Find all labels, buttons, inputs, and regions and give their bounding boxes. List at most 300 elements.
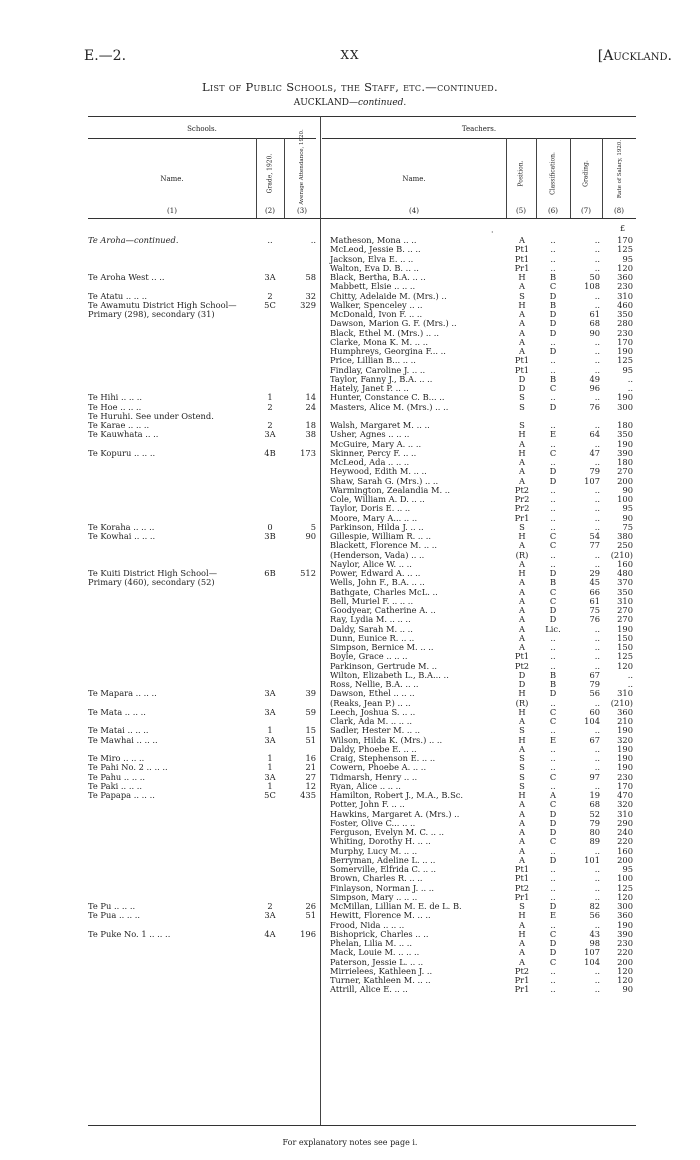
teacher-name-cell: Boyle, Grace .. .. .. <box>330 651 408 662</box>
salary-cell: 350 <box>617 309 633 319</box>
grading-cell: .. <box>594 484 600 495</box>
salary-cell: 320 <box>617 799 633 810</box>
salary-cell: .. <box>627 669 633 680</box>
classification-cell: C <box>549 836 557 847</box>
classification-cell: D <box>549 614 557 625</box>
classification-cell: .. <box>550 364 556 375</box>
salary-cell: 230 <box>617 327 633 338</box>
teacher-name-cell: Dawson, Ethel .. .. .. <box>330 688 415 699</box>
currency-symbol: £ <box>620 224 626 233</box>
position-cell: A <box>519 808 525 819</box>
salary-cell: 150 <box>617 642 633 652</box>
salary-cell: .. <box>627 373 633 384</box>
school-name-cell: Te Hihi .. .. .. <box>88 392 143 403</box>
school-name-cell: Te Awamutu District High School— <box>88 299 237 310</box>
classification-cell: .. <box>550 262 556 273</box>
salary-cell: 160 <box>617 845 633 856</box>
group-rule-schools <box>88 138 316 139</box>
salary-cell: 300 <box>617 401 633 412</box>
grade-cell: 3A <box>264 688 276 699</box>
col-divider-attendance <box>284 138 285 218</box>
salary-cell: 190 <box>617 346 633 356</box>
classification-cell: D <box>549 605 557 615</box>
grading-cell: 61 <box>589 309 600 319</box>
position-cell: S <box>519 780 525 791</box>
teacher-name-cell: Taylor, Fanny J., B.A. .. .. <box>330 373 433 384</box>
grading-header: Grading. <box>582 160 590 187</box>
teacher-name-cell: Ray, Lydia M. .. .. .. <box>330 614 411 625</box>
attendance-cell: 58 <box>305 272 316 282</box>
grade-cell: 4A <box>264 928 276 939</box>
position-cell: S <box>519 401 525 412</box>
teacher-name-cell: Humphreys, Georgina F... .. <box>330 346 446 356</box>
attendance-cell: 38 <box>305 429 316 440</box>
classification-cell: .. <box>550 753 556 763</box>
grading-cell: 60 <box>589 706 600 717</box>
classification-cell: .. <box>550 512 556 523</box>
teacher-name-cell: Somerville, Elfrida C. .. .. <box>330 864 437 874</box>
teacher-name-cell: Chitty, Adelaide M. (Mrs.) .. <box>330 290 447 301</box>
classification-cell: C <box>549 540 557 551</box>
grading-cell: 108 <box>584 281 600 292</box>
salary-cell: (210) <box>610 697 633 708</box>
attendance-cell: 512 <box>300 568 316 578</box>
position-cell: H <box>518 734 526 745</box>
classification-cell: .. <box>550 244 556 255</box>
grading-cell: .. <box>594 762 600 773</box>
salary-cell: 95 <box>622 364 633 375</box>
grade-cell: 0 <box>267 521 273 532</box>
teacher-name-cell: Ross, Nellie, B.A. .. .. <box>330 679 419 689</box>
grading-cell: .. <box>594 891 600 902</box>
classification-cell: D <box>549 938 557 948</box>
salary-cell: 310 <box>617 595 633 606</box>
teacher-name-cell: Foster, Olive C... .. .. <box>330 817 416 828</box>
classification-cell: .. <box>550 873 556 884</box>
salary-cell: 290 <box>617 817 633 828</box>
attendance-cell: 16 <box>305 753 316 763</box>
grading-cell: .. <box>594 364 600 375</box>
classification-cell: .. <box>550 503 556 514</box>
grade-cell: 2 <box>267 401 273 412</box>
classification-cell: E <box>549 910 557 921</box>
salary-cell: .. <box>627 679 633 689</box>
position-cell: Pt1 <box>514 364 530 375</box>
position-cell: D <box>518 383 526 393</box>
classification-cell: B <box>549 669 557 680</box>
classification-cell: .. <box>550 336 556 347</box>
teacher-name-cell: Goodyear, Catherine A. .. <box>330 605 436 615</box>
classification-cell: C <box>549 706 557 717</box>
teacher-name-cell: Mack, Louie M. .. .. .. <box>330 947 420 958</box>
page-subtitle <box>0 98 700 108</box>
attendance-cell: 39 <box>305 688 316 699</box>
salary-cell: 310 <box>617 290 633 301</box>
teacher-name-cell: Shaw, Sarah G. (Mrs.) .. .. <box>330 475 439 486</box>
classification-cell: D <box>549 568 557 578</box>
salary-cell: 120 <box>617 965 633 976</box>
teacher-name-cell: Turner, Kathleen M. .. .. <box>330 975 431 985</box>
teacher-name-cell: Mabbett, Elsie .. .. .. <box>330 281 416 292</box>
classification-cell: C <box>549 595 557 606</box>
grading-cell: 67 <box>589 669 600 680</box>
position-cell: A <box>519 947 525 958</box>
teacher-name-cell: Daldy, Phoebe E. .. .. <box>330 743 417 754</box>
salary-cell: 270 <box>617 605 633 615</box>
school-name-cell: Te Aroha—continued. <box>88 235 179 245</box>
school-name-cell: Te Kauwhata .. .. <box>88 429 159 440</box>
school-name-cell: Te Puke No. 1 .. .. .. <box>88 928 171 939</box>
position-cell: D <box>518 679 526 689</box>
classification-cell: B <box>549 679 557 689</box>
attendance-cell: 51 <box>305 734 316 745</box>
col-number-3: (3) <box>297 207 307 215</box>
position-cell: A <box>519 235 525 245</box>
position-cell: A <box>519 605 525 615</box>
salary-cell: 170 <box>617 336 633 347</box>
teacher-name-cell: Wilton, Elizabeth L., B.A... .. <box>330 669 449 680</box>
teacher-name-cell: Sadler, Hester M. .. .. <box>330 725 421 736</box>
attendance-cell: 59 <box>305 706 316 717</box>
salary-cell: 180 <box>617 457 633 467</box>
teacher-name-cell: Jackson, Elva E. .. .. <box>330 253 414 264</box>
position-cell: H <box>518 910 526 921</box>
salary-cell: 390 <box>617 928 633 939</box>
col-number-4: (4) <box>409 207 419 215</box>
salary-cell: 125 <box>617 244 633 255</box>
col-divider-grading <box>570 138 571 218</box>
teacher-name-cell: (Reaks, Jean P.) .. .. <box>330 697 411 708</box>
grading-cell: 104 <box>584 956 600 967</box>
classification-cell: .. <box>550 919 556 930</box>
grade-cell: 1 <box>267 725 273 736</box>
table-body <box>0 236 700 995</box>
teacher-name-cell: Hately, Janet P. .. .. <box>330 383 409 393</box>
position-cell: Pt1 <box>514 244 530 255</box>
attendance-cell: 32 <box>305 290 316 301</box>
position-cell: H <box>518 790 526 800</box>
salary-cell: 75 <box>622 521 633 532</box>
position-cell: H <box>518 688 526 699</box>
grading-cell: .. <box>594 494 600 504</box>
attendance-cell: 21 <box>305 762 316 773</box>
grade-cell: 3A <box>264 429 276 440</box>
grade-cell: 2 <box>267 420 273 430</box>
teacher-name-cell: Skinner, Percy F. .. .. <box>330 447 417 458</box>
grade-cell: 3A <box>264 734 276 745</box>
attendance-cell: .. <box>310 235 316 245</box>
teacher-name-cell: Attrill, Alice E. .. .. <box>330 984 408 995</box>
school-name-cell: Te Miro .. .. .. <box>88 753 145 763</box>
classification-cell: D <box>549 827 557 837</box>
grade-cell: 1 <box>267 392 273 403</box>
classification-cell: .. <box>550 882 556 893</box>
teacher-name-cell: Walton, Eva D. B. .. .. <box>330 262 419 273</box>
attendance-header: Average Attendance, 1920. <box>299 129 305 205</box>
classification-cell: .. <box>550 780 556 791</box>
attendance-cell: 5 <box>310 521 316 532</box>
position-cell: H <box>518 706 526 717</box>
table-bottom-rule <box>88 1125 636 1126</box>
position-cell: A <box>519 632 525 643</box>
grading-cell: .. <box>594 244 600 255</box>
classification-cell: C <box>549 281 557 292</box>
teacher-name-cell: Phelan, Lilia M. .. .. <box>330 938 413 948</box>
salary-cell: 120 <box>617 660 633 671</box>
teacher-name-cell: Tidmarsh, Henry .. .. <box>330 771 418 782</box>
col-number-1: (1) <box>167 207 177 215</box>
school-name-cell: Te Atatu .. .. .. <box>88 290 147 301</box>
teacher-name-cell: Leech, Joshua S. .. .. <box>330 706 416 717</box>
col-divider-grade <box>256 138 257 218</box>
grading-cell: 75 <box>589 605 600 615</box>
position-cell: A <box>519 438 525 449</box>
page-title: List of Public Schools, the Staff, etc.—continued. <box>202 80 498 94</box>
teacher-name-header: Name. <box>402 175 426 183</box>
table-top-rule <box>88 116 636 117</box>
position-cell: S <box>519 771 525 782</box>
school-name-cell: Te Kuiti District High School— <box>88 568 218 578</box>
teacher-name-cell: McMillan, Lillian M. E. de L. B. <box>330 901 462 911</box>
grading-cell: .. <box>594 438 600 449</box>
classification-cell: C <box>549 771 557 782</box>
grading-cell: .. <box>594 632 600 643</box>
teacher-name-cell: McLeod, Jessie B. .. .. <box>330 244 421 255</box>
teacher-name-cell: Matheson, Mona .. .. <box>330 235 417 245</box>
position-cell: A <box>519 817 525 828</box>
classification-cell: D <box>549 817 557 828</box>
salary-cell: 190 <box>617 753 633 763</box>
classification-cell: D <box>549 947 557 958</box>
teacher-name-cell: Ferguson, Evelyn M. C. .. .. <box>330 827 444 837</box>
position-cell: A <box>519 586 525 597</box>
teacher-name-cell: Cowern, Phoebe A. .. .. <box>330 762 427 773</box>
grading-cell: 56 <box>589 688 600 699</box>
grading-cell: 29 <box>589 568 600 578</box>
school-name-cell: Te Mata .. .. .. <box>88 706 146 717</box>
grade-cell: 4B <box>264 447 276 458</box>
salary-cell: 170 <box>617 780 633 791</box>
salary-cell: 190 <box>617 743 633 754</box>
teacher-name-cell: Naylor, Alice W. .. .. <box>330 558 412 569</box>
classification-cell: A <box>550 790 556 800</box>
classification-cell: .. <box>550 558 556 569</box>
grading-cell: .. <box>594 623 600 634</box>
grading-cell: .. <box>594 984 600 995</box>
teacher-name-cell: Heywood, Edith M. .. .. <box>330 466 427 477</box>
school-name-cell: Primary (298), secondary (31) <box>88 309 215 319</box>
position-cell: A <box>519 743 525 754</box>
grading-cell: 76 <box>589 401 600 412</box>
grade-cell: .. <box>267 235 273 245</box>
position-cell: Pt1 <box>514 873 530 884</box>
grading-cell: .. <box>594 697 600 708</box>
classification-cell: D <box>549 309 557 319</box>
classification-cell: Lic. <box>545 623 561 634</box>
grading-cell: .. <box>594 753 600 763</box>
position-cell: H <box>518 429 526 440</box>
grading-cell: 79 <box>589 679 600 689</box>
grading-cell: 19 <box>589 790 600 800</box>
teacher-name-cell: Dawson, Marion G. F. (Mrs.) .. <box>330 318 457 329</box>
salary-cell: 230 <box>617 938 633 948</box>
school-name-cell: Te Karae .. .. .. <box>88 420 150 430</box>
salary-cell: 360 <box>617 910 633 921</box>
position-cell: A <box>519 938 525 948</box>
grading-cell: .. <box>594 235 600 245</box>
position-cell: Pt2 <box>514 484 530 495</box>
position-cell: S <box>519 521 525 532</box>
school-name-cell: Te Pua .. .. .. <box>88 910 141 921</box>
teacher-name-cell: Cole, William A. D. .. .. <box>330 494 425 504</box>
classification-cell: D <box>549 854 557 865</box>
position-cell: A <box>519 309 525 319</box>
salary-cell: 360 <box>617 272 633 282</box>
position-cell: A <box>519 919 525 930</box>
attendance-cell: 14 <box>305 392 316 403</box>
teacher-name-cell: Power, Edward A. .. .. <box>330 568 421 578</box>
grading-cell: .. <box>594 725 600 736</box>
teacher-name-cell: Finlayson, Norman J. .. .. <box>330 882 435 893</box>
classification-cell: .. <box>550 521 556 532</box>
position-cell: A <box>519 623 525 634</box>
stray-dot: · <box>491 228 494 237</box>
teacher-name-cell: Bell, Muriel F. .. .. .. <box>330 595 414 606</box>
salary-cell: 190 <box>617 438 633 449</box>
salary-cell: 190 <box>617 725 633 736</box>
grading-cell: 50 <box>589 272 600 282</box>
classification-cell: D <box>549 327 557 338</box>
col-number-2: (2) <box>265 207 275 215</box>
classification-header: Classification. <box>549 152 557 195</box>
salary-cell: 125 <box>617 355 633 366</box>
grading-cell: 82 <box>589 901 600 911</box>
attendance-cell: 26 <box>305 901 316 911</box>
grading-cell: 47 <box>589 447 600 458</box>
salary-cell: 90 <box>622 512 633 523</box>
classification-cell: .. <box>550 743 556 754</box>
classification-cell: .. <box>550 253 556 264</box>
classification-cell: C <box>549 383 557 393</box>
attendance-cell: 24 <box>305 401 316 412</box>
col-number-6: (6) <box>548 207 558 215</box>
grading-cell: 107 <box>584 947 600 958</box>
salary-cell: 220 <box>617 947 633 958</box>
classification-cell: .. <box>550 984 556 995</box>
grade-cell: 3A <box>264 910 276 921</box>
attendance-cell: 90 <box>305 531 316 541</box>
position-cell: A <box>519 716 525 726</box>
grade-cell: 5C <box>264 790 276 800</box>
classification-cell: .. <box>550 494 556 504</box>
teacher-name-cell: Gillespie, William R. .. .. <box>330 531 432 541</box>
teacher-name-cell: Moore, Mary A... .. .. <box>330 512 418 523</box>
grade-cell: 1 <box>267 780 273 791</box>
salary-cell: 370 <box>617 577 633 588</box>
teacher-name-cell: Daldy, Sarah M. .. .. <box>330 623 413 634</box>
position-cell: A <box>519 475 525 486</box>
salary-cell: 200 <box>617 475 633 486</box>
salary-cell: 120 <box>617 262 633 273</box>
grading-cell: 89 <box>589 836 600 847</box>
grading-cell: .. <box>594 864 600 874</box>
position-cell: A <box>519 558 525 569</box>
grading-cell: .. <box>594 253 600 264</box>
salary-cell: 280 <box>617 318 633 329</box>
position-cell: H <box>518 272 526 282</box>
salary-cell: 270 <box>617 466 633 477</box>
teacher-name-cell: Walker, Spenceley .. .. <box>330 299 423 310</box>
grade-header: Grade, 1920. <box>266 153 274 194</box>
grade-cell: 2 <box>267 290 273 301</box>
attendance-cell: 329 <box>300 299 316 310</box>
salary-cell: 125 <box>617 882 633 893</box>
classification-cell: .. <box>550 660 556 671</box>
salary-cell: 300 <box>617 901 633 911</box>
salary-cell: 470 <box>617 790 633 800</box>
grading-cell: 98 <box>589 938 600 948</box>
grading-cell: 68 <box>589 799 600 810</box>
grading-cell: .. <box>594 651 600 662</box>
teacher-name-cell: McDonald, Ivon F. .. .. <box>330 309 423 319</box>
classification-cell: .. <box>550 355 556 366</box>
salary-cell: 460 <box>617 299 633 310</box>
salary-cell: 190 <box>617 762 633 773</box>
teacher-name-cell: Masters, Alice M. (Mrs.) .. .. <box>330 401 449 412</box>
position-cell: (R) <box>515 549 529 560</box>
position-cell: A <box>519 956 525 967</box>
school-name-cell: Te Papapa .. .. .. <box>88 790 155 800</box>
grading-cell: .. <box>594 660 600 671</box>
grading-cell: .. <box>594 290 600 301</box>
teacher-name-cell: Findlay, Caroline J. .. .. <box>330 364 426 375</box>
grading-cell: 66 <box>589 586 600 597</box>
group-rule-teachers <box>322 138 636 139</box>
school-name-cell: Te Matai .. .. .. <box>88 725 149 736</box>
classification-cell: C <box>549 447 557 458</box>
position-header: Position. <box>517 160 525 187</box>
teacher-name-cell: Black, Ethel M. (Mrs.) .. .. <box>330 327 440 338</box>
position-cell: S <box>519 420 525 430</box>
grading-cell: 101 <box>584 854 600 865</box>
col-number-5: (5) <box>516 207 526 215</box>
salary-cell: 230 <box>617 771 633 782</box>
teacher-name-cell: Bathgate, Charles McL. .. <box>330 586 438 597</box>
salary-cell: 200 <box>617 956 633 967</box>
classification-cell: C <box>549 799 557 810</box>
position-cell: Pr1 <box>514 262 530 273</box>
position-cell: Pr1 <box>514 984 530 995</box>
classification-cell: B <box>549 373 557 384</box>
grading-cell: 68 <box>589 318 600 329</box>
school-name-header: Name. <box>160 175 184 183</box>
salary-cell: 210 <box>617 716 633 726</box>
grading-cell: 79 <box>589 817 600 828</box>
attendance-cell: 15 <box>305 725 316 736</box>
school-name-cell: Te Kowhai .. .. .. <box>88 531 156 541</box>
position-cell: H <box>518 928 526 939</box>
position-cell: Pt1 <box>514 651 530 662</box>
grading-cell: .. <box>594 919 600 930</box>
salary-cell: 100 <box>617 873 633 884</box>
salary-cell: 230 <box>617 281 633 292</box>
grade-cell: 6B <box>264 568 276 578</box>
salary-cell: 160 <box>617 558 633 569</box>
attendance-cell: 12 <box>305 780 316 791</box>
teacher-name-cell: McGuire, Mary A. .. .. <box>330 438 422 449</box>
teacher-name-cell: Taylor, Doris E. .. .. <box>330 503 411 514</box>
classification-cell: .. <box>550 632 556 643</box>
